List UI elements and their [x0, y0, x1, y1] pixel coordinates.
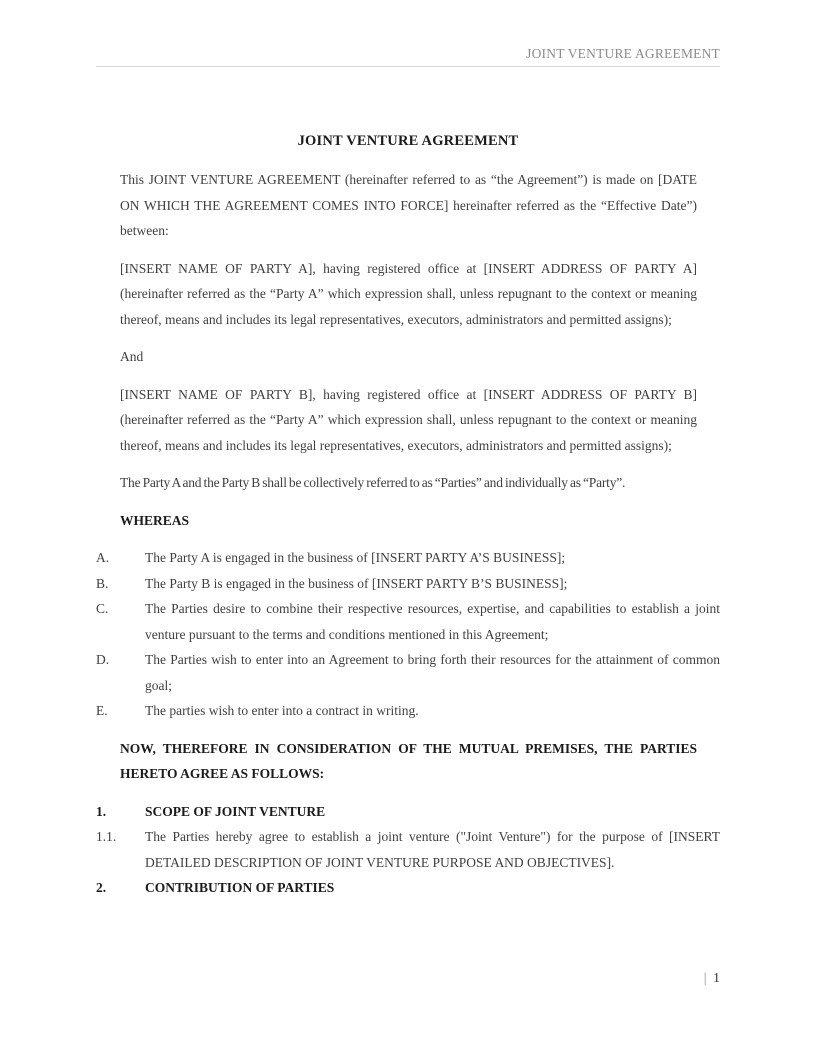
- page-header: [96, 45, 720, 67]
- document-body: [96, 133, 720, 901]
- clause-body-text: The Parties hereby agree to establish a joint venture ("Joint Venture") for the purpose of [INSERT DETAILED DESCRIPTION OF JOINT VENTURE PURPOSE AND OBJECTIVES].: [145, 829, 720, 870]
- party-b-paragraph: [INSERT NAME OF PARTY B], having registered office at [INSERT ADDRESS OF PARTY B] (hereinafter referred as the “Party A” which expression shall, unless repugnant to the context or meaning thereof, means and includes its legal representatives, executors, administrators and permitted assigns);: [120, 386, 697, 453]
- recital-label: E.: [96, 703, 108, 718]
- clause-number: 1.1.: [96, 829, 117, 844]
- recital-item-b: [96, 571, 720, 597]
- and-connector: And: [120, 349, 144, 364]
- clauses-list: [96, 799, 720, 901]
- clause-number: 1.: [96, 803, 107, 819]
- recital-item-d: [96, 647, 720, 698]
- recital-label: A.: [96, 550, 110, 565]
- footer-page-number: 1: [713, 971, 720, 986]
- recital-text: The parties wish to enter into a contract in writing.: [145, 703, 419, 718]
- clause-heading-text: SCOPE OF JOINT VENTURE: [145, 803, 326, 819]
- recital-text: The Party A is engaged in the business of [INSERT PARTY A’S BUSINESS];: [145, 550, 566, 565]
- recitals-list: [96, 545, 720, 724]
- page-footer: [704, 970, 720, 987]
- recital-item-c: [96, 596, 720, 647]
- clause-heading-text: CONTRIBUTION OF PARTIES: [145, 880, 335, 895]
- clause-heading-contribution: [96, 875, 720, 901]
- recital-text: The Parties wish to enter into an Agreement to bring forth their resources for the attainment of common goal;: [145, 652, 720, 693]
- recital-label: D.: [96, 652, 110, 667]
- recital-label: B.: [96, 575, 109, 591]
- clause-body-1-1: [96, 824, 720, 875]
- recital-item-a: [96, 545, 720, 571]
- intro-paragraph: This JOINT VENTURE AGREEMENT (hereinafter referred to as “the Agreement”) is made on [DATE ON WHICH THE AGREEMENT COMES INTO FORCE] hereinafter referred as the “Effective Date”) between:: [120, 172, 697, 238]
- footer-separator: |: [703, 971, 707, 986]
- recital-item-e: [96, 698, 720, 724]
- recital-label: C.: [96, 601, 109, 616]
- running-header-title: JOINT VENTURE AGREEMENT: [526, 46, 720, 61]
- recital-text: The Parties desire to combine their respective resources, expertise, and capabilities to establish a joint venture pursuant to the terms and conditions mentioned in this Agreement;: [145, 601, 720, 642]
- whereas-heading: WHEREAS: [120, 512, 190, 528]
- document-title: JOINT VENTURE AGREEMENT: [297, 133, 519, 149]
- now-therefore-clause: NOW, THEREFORE IN CONSIDERATION OF THE MUTUAL PREMISES, THE PARTIES HERETO AGREE AS FOLLOWS:: [120, 740, 697, 781]
- clause-heading-scope: [96, 799, 720, 825]
- party-a-paragraph: [INSERT NAME OF PARTY A], having registered office at [INSERT ADDRESS OF PARTY A] (hereinafter referred as the “Party A” which expression shall, unless repugnant to the context or meaning thereof, means and includes its legal representatives, executors, administrators and permitted assigns);: [120, 260, 697, 327]
- recital-text: The Party B is engaged in the business of [INSERT PARTY B’S BUSINESS];: [145, 575, 568, 591]
- clause-number: 2.: [96, 880, 107, 895]
- parties-collective-paragraph: The Party A and the Party B shall be collectively referred to as “Parties” and individually as “Party”.: [120, 475, 626, 490]
